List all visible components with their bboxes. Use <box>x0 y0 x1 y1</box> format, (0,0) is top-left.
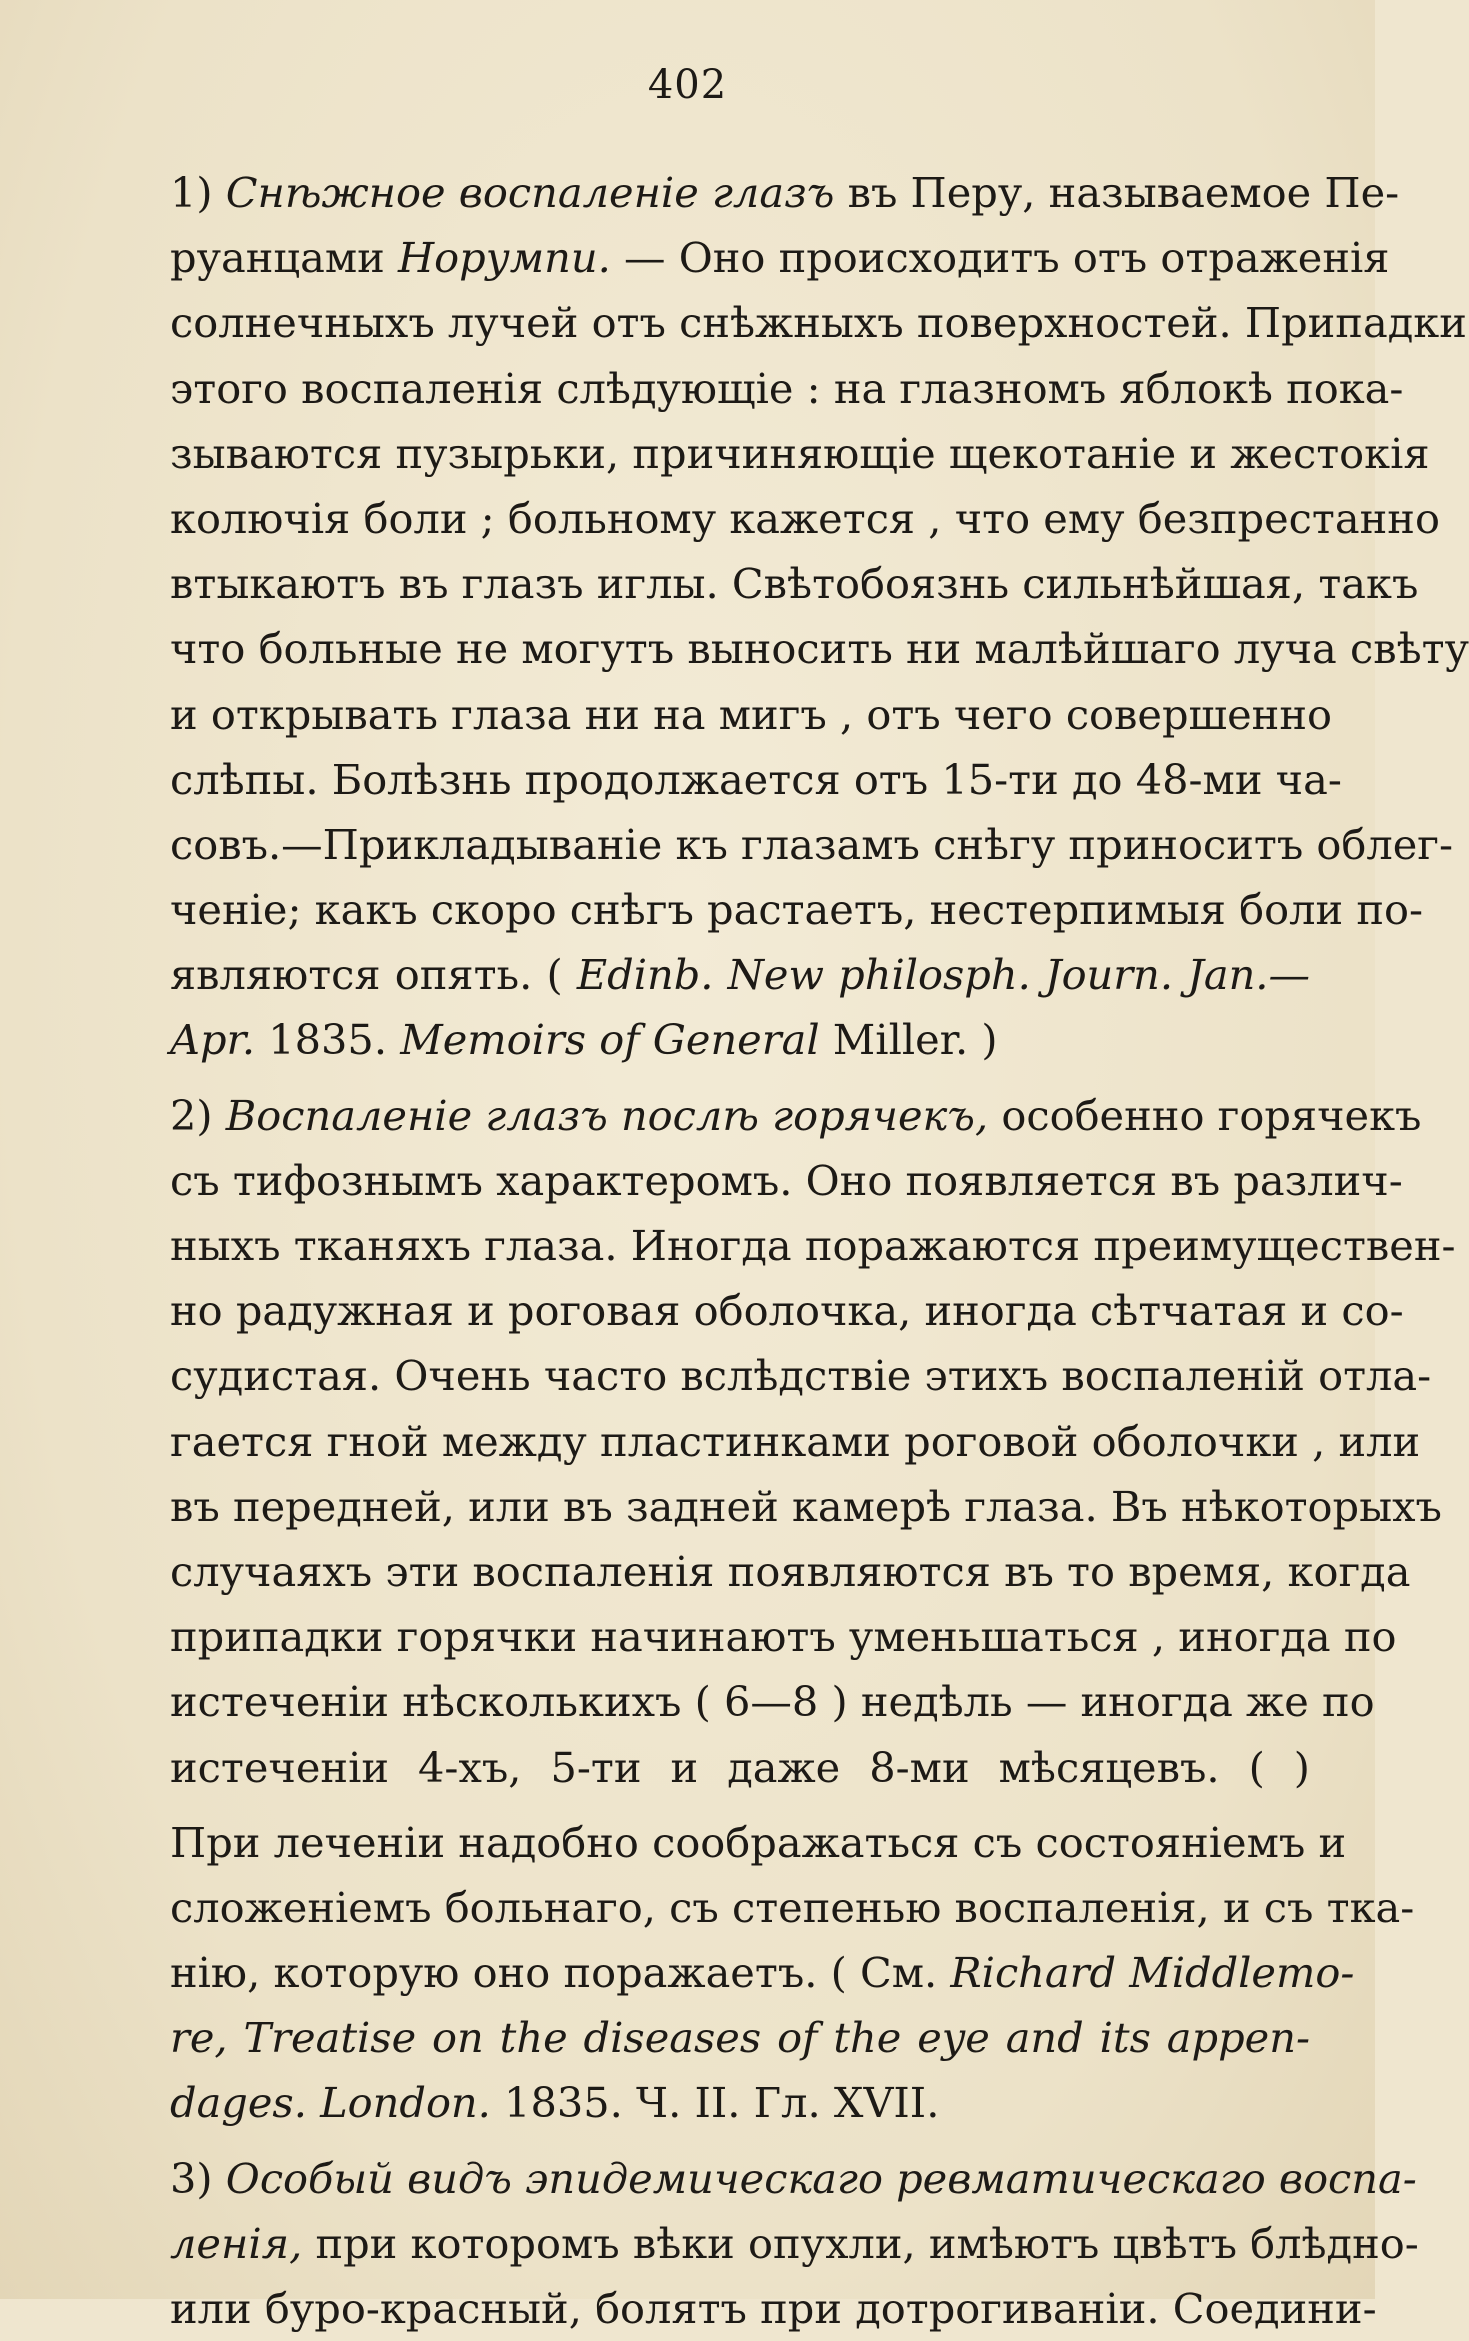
text-span: являются опять. ( <box>170 950 577 1000</box>
text-line <box>170 1409 1421 1474</box>
text-line <box>170 290 1467 355</box>
text-span: съ тифознымъ характеромъ. Оно появляется въ различ- <box>170 1155 1403 1205</box>
text-span: въ Перу, называемое Пе- <box>834 168 1400 217</box>
text-span: судистая. Очень часто вслѣдствіе этихъ воспаленій отла- <box>170 1351 1432 1401</box>
text-span: гается гной между пластинками роговой оболочки , или <box>170 1416 1421 1466</box>
text-line <box>170 2146 1417 2211</box>
text-line <box>170 225 1390 290</box>
text-span: ныхъ тканяхъ глаза. Иногда поражаются преимуществен- <box>170 1221 1456 1270</box>
text-line <box>170 2276 1377 2341</box>
text-span: При леченіи надобно соображаться съ состояніемъ и <box>170 1817 1347 1867</box>
text-span: 1835. <box>255 1015 401 1065</box>
text-span: руанцами <box>170 233 398 283</box>
page-number: 402 <box>647 62 728 108</box>
text-span: 1) <box>170 168 226 217</box>
text-span: втыкаютъ въ глазъ иглы. Свѣтобоязнь сильнѣйшая, такъ <box>170 559 1419 609</box>
italic-text: Apr. <box>170 1015 256 1065</box>
text-span: припадки горячки начинаютъ уменьшаться , иногда по <box>170 1612 1397 1662</box>
text-line <box>170 942 1310 1007</box>
text-span: истеченіи нѣсколькихъ ( 6—8 ) недѣль — иногда же по <box>170 1677 1375 1727</box>
text-line <box>170 1735 1310 1800</box>
italic-text: Memoirs of General <box>400 1015 820 1065</box>
text-span: ченіе; какъ скоро снѣгъ растаетъ, нестерпимыя боли по- <box>170 885 1424 935</box>
text-span: слѣпы. Болѣзнь продолжается отъ 15-ти до 48-ми ча- <box>170 754 1342 804</box>
text-span: нію, которую оно поражаетъ. ( См. <box>170 1948 951 1998</box>
text-line <box>170 1940 1355 2005</box>
text-span: сложеніемъ больнаго, съ степенью воспаленія, и съ тка- <box>170 1882 1415 1932</box>
italic-text: Норумпи. <box>397 233 611 283</box>
italic-text: Воспаленіе глазъ послѣ горячекъ, <box>225 1090 989 1140</box>
italic-text: re, Treatise on the diseases of the eye and its appen- <box>170 2013 1310 2063</box>
text-line <box>170 356 1404 421</box>
text-span: — Оно происходитъ отъ отраженія <box>610 233 1390 283</box>
text-line <box>170 1604 1397 1669</box>
text-line <box>170 682 1332 747</box>
text-span: особенно горячекъ <box>988 1090 1422 1140</box>
text-span: этого воспаленія слѣдующіе : на глазномъ яблокѣ пока- <box>170 363 1404 413</box>
text-span: совъ.—Прикладываніе къ глазамъ снѣгу приноситъ облег- <box>170 819 1454 869</box>
text-line <box>170 1539 1411 1604</box>
text-span: истеченіи 4-хъ, 5-ти и даже 8-ми мѣсяцевъ. ( ) <box>170 1742 1310 1792</box>
text-line <box>170 747 1342 812</box>
text-span: и открывать глаза ни на мигъ , отъ чего совершенно <box>170 689 1332 739</box>
text-span: въ передней, или въ задней камерѣ глаза. Въ нѣкоторыхъ <box>170 1481 1442 1531</box>
text-line <box>170 1148 1403 1213</box>
text-line <box>170 1343 1432 1408</box>
text-line <box>170 1278 1404 1343</box>
text-line <box>170 486 1440 551</box>
text-line <box>170 1083 1422 1148</box>
text-span: 1835. Ч. II. Гл. XVII. <box>490 2078 940 2128</box>
italic-text: dages. London. <box>170 2078 491 2128</box>
text-span: 2) <box>170 1090 226 1140</box>
text-line <box>170 616 1469 681</box>
body-text <box>170 160 1469 2341</box>
italic-text: Снѣжное воспаленіе глазъ <box>225 168 835 217</box>
text-line <box>170 2070 1310 2135</box>
text-span: но радужная и роговая оболочка, иногда сѣтчатая и со- <box>170 1286 1404 1336</box>
italic-text: Edinb. New philosph. Journ. Jan.— <box>576 950 1310 1000</box>
text-line <box>170 160 1400 225</box>
text-line <box>170 877 1424 942</box>
text-line <box>170 1810 1347 1875</box>
text-span: солнечныхъ лучей отъ снѣжныхъ поверхностей. Припадки <box>170 298 1467 348</box>
italic-text: Richard Middlemo- <box>950 1948 1355 1998</box>
text-line <box>170 2005 1310 2070</box>
text-line <box>170 1875 1415 1940</box>
text-line <box>170 1007 1310 1072</box>
text-line <box>170 2211 1419 2276</box>
text-span: Miller. ) <box>819 1015 998 1065</box>
text-span: случаяхъ эти воспаленія появляются въ то время, когда <box>170 1546 1411 1596</box>
text-line <box>170 1474 1442 1539</box>
text-span: колючія боли ; больному кажется , что ему безпрестанно <box>170 493 1440 543</box>
text-span: что больные не могутъ выносить ни малѣйшаго луча свѣту <box>170 624 1469 674</box>
text-line <box>170 812 1454 877</box>
italic-text: ленія, <box>170 2218 303 2268</box>
text-line <box>170 421 1430 486</box>
text-span: при которомъ вѣки опухли, имѣютъ цвѣтъ блѣдно- <box>302 2218 1419 2268</box>
text-span: или буро-красный, болятъ при дотрогиваніи. Соедини- <box>170 2284 1377 2333</box>
italic-text: Особый видъ эпидемическаго ревматическаго воспа- <box>225 2153 1417 2203</box>
text-span: зываются пузырьки, причиняющіе щекотаніе и жестокія <box>170 428 1430 478</box>
text-span: 3) <box>170 2153 226 2203</box>
text-line <box>170 1669 1375 1734</box>
text-line <box>170 551 1419 616</box>
text-line <box>170 1213 1456 1278</box>
